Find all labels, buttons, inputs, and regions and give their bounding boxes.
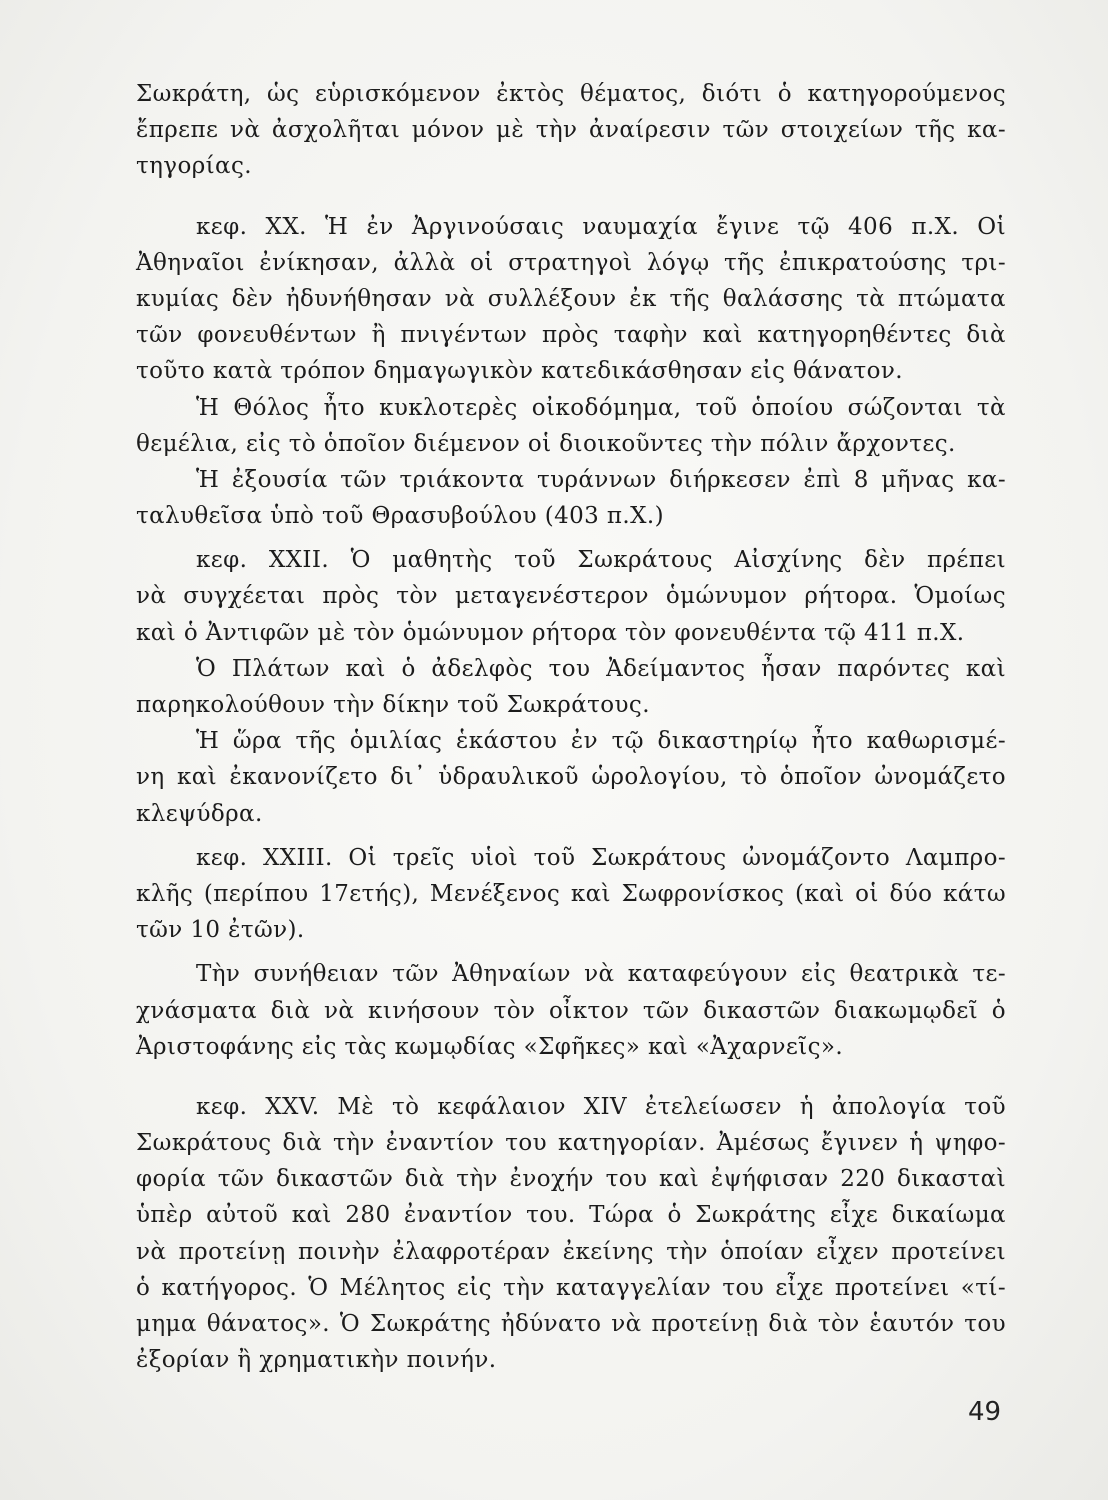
text-line: Ἀριστοφάνης εἰς τὰς κωμῳδίας «Σφῆκες» καὶ «Ἀχαρνεῖς».: [136, 1033, 844, 1060]
text-line: Ἡ Θόλος ἦτο κυκλοτερὲς οἰκοδόμημα, τοῦ ὁποίου σώζονται τὰ: [196, 394, 1006, 421]
paragraph-klepsydra: [136, 723, 1006, 832]
paragraph-continuation: [136, 76, 1006, 185]
text-line: Σωκράτους διὰ τὴν ἐναντίον του κατηγορίαν. Ἀμέσως ἔγινεν ἡ ψηφο-: [136, 1130, 1006, 1157]
text-line: φορία τῶν δικαστῶν διὰ τὴν ἐνοχήν του καὶ ἐψήφισαν 220 δικασταὶ: [136, 1166, 1006, 1193]
text-line: μημα θάνατος». Ὁ Σωκράτης ἠδύνατο νὰ προτείνῃ διὰ τὸν ἑαυτόν του: [136, 1311, 1006, 1337]
text-line: ὁ κατήγορος. Ὁ Μέλητος εἰς τὴν καταγγελίαν του εἶχε προτείνει «τί-: [136, 1274, 1006, 1301]
text-line: Σωκράτη, ὡς εὑρισκόμενον ἐκτὸς θέματος, διότι ὁ κατηγορούμενος: [136, 81, 1006, 107]
text-line: νη καὶ ἐκανονίζετο δι᾽ ὑδραυλικοῦ ὡρολογίου, τὸ ὁποῖον ὠνομάζετο: [136, 764, 1006, 791]
paragraph-spacer: [136, 1065, 1006, 1089]
text-line: τῶν 10 ἐτῶν).: [136, 917, 305, 944]
text-line: Ἡ ἐξουσία τῶν τριάκοντα τυράννων διήρκεσεν ἐπὶ 8 μῆνας κα-: [196, 466, 1006, 493]
paragraph-plato: [136, 651, 1006, 723]
text-line: τηγορίας.: [136, 153, 252, 180]
paragraph-chapter-xxii: [136, 542, 1006, 651]
paragraph-aristophanes: [136, 956, 1006, 1065]
text-line: ταλυθεῖσα ὑπὸ τοῦ Θρασυβούλου (403 π.Χ.): [136, 503, 664, 530]
text-line: Τὴν συνήθειαν τῶν Ἀθηναίων νὰ καταφεύγουν εἰς θεατρικὰ τε-: [196, 961, 1006, 988]
text-line: ἔπρεπε νὰ ἀσχολῆται μόνον μὲ τὴν ἀναίρεσιν τῶν στοιχείων τῆς κα-: [136, 117, 1006, 144]
text-line: τοῦτο κατὰ τρόπον δημαγωγικὸν κατεδικάσθησαν εἰς θάνατον.: [136, 358, 903, 385]
text-line: θεμέλια, εἰς τὸ ὁποῖον διέμενον οἱ διοικοῦντες τὴν πόλιν ἄρχοντες.: [136, 430, 956, 457]
text-line: νὰ συγχέεται πρὸς τὸν μεταγενέστερον ὁμώνυμον ρήτορα. Ὁμοίως: [136, 583, 1006, 610]
text-line: κλεψύδρα.: [136, 800, 263, 827]
text-line: κεφ. XXII. Ὁ μαθητὴς τοῦ Σωκράτους Αἰσχίνης δὲν πρέπει: [196, 547, 1006, 574]
text-line: χνάσματα διὰ νὰ κινήσουν τὸν οἶκτον τῶν δικαστῶν διακωμῳδεῖ ὁ: [136, 997, 1006, 1024]
paragraph-chapter-xx: [136, 209, 1006, 390]
paragraph-thirty-tyrants: [136, 462, 1006, 534]
text-line: καὶ ὁ Ἀντιφῶν μὲ τὸν ὁμώνυμον ρήτορα τὸν φονευθέντα τῷ 411 π.Χ.: [136, 619, 965, 646]
text-line: κεφ. XXIII. Οἱ τρεῖς υἱοὶ τοῦ Σωκράτους ὠνομάζοντο Λαμπρο-: [196, 844, 1006, 871]
text-line: κεφ. XXV. Μὲ τὸ κεφάλαιον XIV ἐτελείωσεν ἡ ἀπολογία τοῦ: [196, 1093, 1006, 1120]
text-line: Ὁ Πλάτων καὶ ὁ ἀδελφὸς του Ἀδείμαντος ἦσαν παρόντες καὶ: [196, 655, 1006, 682]
paragraph-tholos: [136, 390, 1006, 462]
text-line: κεφ. XX. Ἡ ἐν Ἀργινούσαις ναυμαχία ἔγινε τῷ 406 π.Χ. Οἱ: [196, 213, 1006, 240]
paragraph-spacer: [136, 185, 1006, 209]
text-line: ὑπὲρ αὐτοῦ καὶ 280 ἐναντίον του. Τώρα ὁ Σωκράτης εἶχε δικαίωμα: [136, 1202, 1006, 1229]
paragraph-spacer: [136, 948, 1006, 956]
text-line: τῶν φονευθέντων ἢ πνιγέντων πρὸς ταφὴν καὶ κατηγορηθέντες διὰ: [136, 322, 1006, 349]
text-line: κλῆς (περίπου 17ετής), Μενέξενος καὶ Σωφρονίσκος (καὶ οἱ δύο κάτω: [136, 880, 1006, 907]
text-line: Ἡ ὥρα τῆς ὁμιλίας ἑκάστου ἐν τῷ δικαστηρίῳ ἦτο καθωρισμέ-: [196, 728, 1006, 755]
text-line: κυμίας δὲν ἠδυνήθησαν νὰ συλλέξουν ἐκ τῆς θαλάσσης τὰ πτώματα: [136, 285, 1006, 312]
text-line: ἐξορίαν ἢ χρηματικὴν ποινήν.: [136, 1347, 497, 1374]
paragraph-spacer: [136, 832, 1006, 840]
page-number: 49: [968, 1397, 1002, 1427]
paragraph-chapter-xxv: [136, 1089, 1006, 1379]
paragraph-chapter-xxiii: [136, 840, 1006, 949]
text-line: παρηκολούθουν τὴν δίκην τοῦ Σωκράτους.: [136, 692, 650, 718]
text-line: νὰ προτείνῃ ποινὴν ἐλαφροτέραν ἐκείνης τὴν ὁποίαν εἶχεν προτείνει: [136, 1238, 1006, 1265]
paragraph-spacer: [136, 534, 1006, 542]
body-text: [136, 76, 1006, 1378]
text-line: Ἀθηναῖοι ἐνίκησαν, ἀλλὰ οἱ στρατηγοὶ λόγῳ τῆς ἐπικρατούσης τρι-: [136, 249, 1006, 276]
